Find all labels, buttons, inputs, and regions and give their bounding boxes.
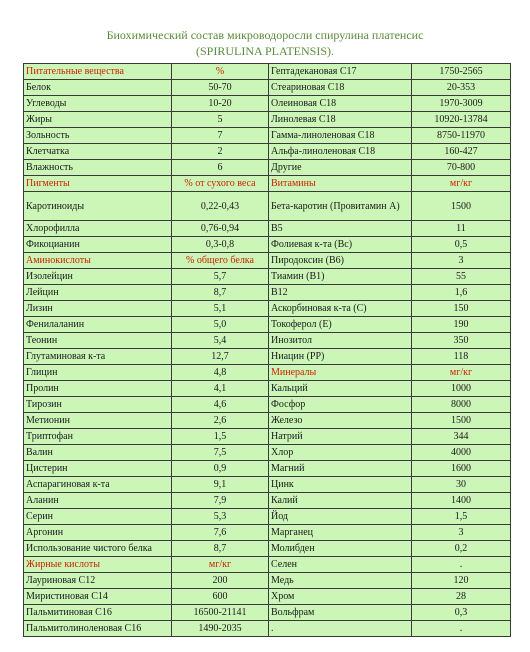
table-cell: Йод <box>269 509 412 525</box>
table-cell: 5,0 <box>172 317 269 333</box>
table-cell: 8750-11970 <box>412 128 511 144</box>
table-row <box>24 237 511 253</box>
table-cell: 7,6 <box>172 525 269 541</box>
table-cell: Тиамин (В1) <box>269 269 412 285</box>
table-row <box>24 333 511 349</box>
table-cell: Цинк <box>269 477 412 493</box>
table-cell: Фикоцианин <box>24 237 172 253</box>
table-row <box>24 413 511 429</box>
table-cell: 12,7 <box>172 349 269 365</box>
table-row <box>24 128 511 144</box>
table-row <box>24 397 511 413</box>
table-cell: 200 <box>172 573 269 589</box>
section-header-cell: Минералы <box>269 365 412 381</box>
table-row <box>24 80 511 96</box>
section-header-cell: % общего белка <box>172 253 269 269</box>
table-cell: Теонин <box>24 333 172 349</box>
table-cell: 0,76-0,94 <box>172 221 269 237</box>
table-cell: 5,7 <box>172 269 269 285</box>
table-cell: 28 <box>412 589 511 605</box>
table-cell: 2,6 <box>172 413 269 429</box>
table-row <box>24 445 511 461</box>
table-row <box>24 509 511 525</box>
table-cell: Линолевая С18 <box>269 112 412 128</box>
table-cell: 1600 <box>412 461 511 477</box>
table-cell: Миристиновая С14 <box>24 589 172 605</box>
table-cell: В5 <box>269 221 412 237</box>
table-cell: 0,5 <box>412 237 511 253</box>
table-cell: Пиродоксин (В6) <box>269 253 412 269</box>
table-cell: 4,6 <box>172 397 269 413</box>
table-cell: 5,4 <box>172 333 269 349</box>
table-cell: 160-427 <box>412 144 511 160</box>
section-header-cell: % <box>172 64 269 80</box>
table-cell: Каротиноиды <box>24 192 172 221</box>
table-row <box>24 573 511 589</box>
table-cell: 8000 <box>412 397 511 413</box>
table-cell: 1,6 <box>412 285 511 301</box>
table-cell: 0,22-0,43 <box>172 192 269 221</box>
table-row <box>24 301 511 317</box>
page-title: Биохимический состав микроводоросли спирулина платенсис <box>106 28 424 42</box>
table-cell: 1000 <box>412 381 511 397</box>
section-header-cell: мг/кг <box>172 557 269 573</box>
table-cell: Триптофан <box>24 429 172 445</box>
table-cell: Валин <box>24 445 172 461</box>
table-cell: Калий <box>269 493 412 509</box>
table-row <box>24 605 511 621</box>
section-header-cell: Жирные кислоты <box>24 557 172 573</box>
table-row <box>24 192 511 221</box>
page-subtitle: (SPIRULINA PLATENSIS). <box>195 44 334 58</box>
table-cell: . <box>412 621 511 637</box>
table-cell: 5 <box>172 112 269 128</box>
table-row <box>24 381 511 397</box>
table-cell: Селен <box>269 557 412 573</box>
table-cell: Кальций <box>269 381 412 397</box>
table-cell: 5,3 <box>172 509 269 525</box>
table-cell: 0,3-0,8 <box>172 237 269 253</box>
table-cell: Углеводы <box>24 96 172 112</box>
table-cell: Токоферол (Е) <box>269 317 412 333</box>
table-cell: 9,1 <box>172 477 269 493</box>
table-cell: 190 <box>412 317 511 333</box>
table-cell: Альфа-линоленовая С18 <box>269 144 412 160</box>
table-cell: 4000 <box>412 445 511 461</box>
table-cell: Хром <box>269 589 412 605</box>
table-cell: 0,9 <box>172 461 269 477</box>
table-row <box>24 349 511 365</box>
table-cell: 6 <box>172 160 269 176</box>
table-cell: Магний <box>269 461 412 477</box>
table-row <box>24 541 511 557</box>
table-cell: Другие <box>269 160 412 176</box>
table-cell: Зольность <box>24 128 172 144</box>
table-cell: 10920-13784 <box>412 112 511 128</box>
table-cell: Использование чистого белка <box>24 541 172 557</box>
table-cell: В12 <box>269 285 412 301</box>
table-cell: Аргонин <box>24 525 172 541</box>
table-cell: Лауриновая С12 <box>24 573 172 589</box>
table-cell: Глицин <box>24 365 172 381</box>
composition-table-body <box>24 64 511 637</box>
table-cell: Олеиновая С18 <box>269 96 412 112</box>
table-cell: Цистерин <box>24 461 172 477</box>
table-cell: Хлор <box>269 445 412 461</box>
table-cell: Жиры <box>24 112 172 128</box>
table-row <box>24 285 511 301</box>
table-cell: Бета-каротин (Провитамин А) <box>269 192 412 221</box>
table-cell: 20-353 <box>412 80 511 96</box>
table-cell: Молибден <box>269 541 412 557</box>
table-cell: Аспарагиновая к-та <box>24 477 172 493</box>
table-cell: Фосфор <box>269 397 412 413</box>
table-cell: 600 <box>172 589 269 605</box>
table-cell: 10-20 <box>172 96 269 112</box>
table-cell: Ниацин (РР) <box>269 349 412 365</box>
table-cell: 0,3 <box>412 605 511 621</box>
table-cell: Железо <box>269 413 412 429</box>
table-row <box>24 461 511 477</box>
table-cell: Клетчатка <box>24 144 172 160</box>
table-cell: 7,9 <box>172 493 269 509</box>
table-cell: Пролин <box>24 381 172 397</box>
table-cell: 7,5 <box>172 445 269 461</box>
table-cell: Изолейцин <box>24 269 172 285</box>
table-cell: 2 <box>172 144 269 160</box>
table-row <box>24 253 511 269</box>
section-header-cell: мг/кг <box>412 365 511 381</box>
table-row <box>24 144 511 160</box>
section-header-cell: Витамины <box>269 176 412 192</box>
table-row <box>24 365 511 381</box>
table-cell: Натрий <box>269 429 412 445</box>
table-cell: Гептадекановая С17 <box>269 64 412 80</box>
table-cell: Лизин <box>24 301 172 317</box>
table-cell: Аскорбиновая к-та (С) <box>269 301 412 317</box>
table-cell: 1490-2035 <box>172 621 269 637</box>
section-header-cell: мг/кг <box>412 176 511 192</box>
table-row <box>24 64 511 80</box>
table-cell: 11 <box>412 221 511 237</box>
table-cell: 0,2 <box>412 541 511 557</box>
table-cell: 1750-2565 <box>412 64 511 80</box>
table-cell: 1400 <box>412 493 511 509</box>
section-header-cell: Питательные вещества <box>24 64 172 80</box>
table-cell: Метионин <box>24 413 172 429</box>
table-cell: 8,7 <box>172 285 269 301</box>
table-row <box>24 317 511 333</box>
table-cell: Медь <box>269 573 412 589</box>
table-cell: 1500 <box>412 192 511 221</box>
table-cell: 8,7 <box>172 541 269 557</box>
table-cell: . <box>412 557 511 573</box>
table-cell: 1970-3009 <box>412 96 511 112</box>
table-cell: 7 <box>172 128 269 144</box>
table-cell: Лейцин <box>24 285 172 301</box>
table-row <box>24 525 511 541</box>
table-cell: 118 <box>412 349 511 365</box>
table-cell: 120 <box>412 573 511 589</box>
table-cell: Белок <box>24 80 172 96</box>
table-cell: Стеариновая С18 <box>269 80 412 96</box>
table-row <box>24 477 511 493</box>
table-cell: 344 <box>412 429 511 445</box>
table-cell: 5,1 <box>172 301 269 317</box>
table-cell: Тирозин <box>24 397 172 413</box>
table-cell: Глутаминовая к-та <box>24 349 172 365</box>
table-row <box>24 621 511 637</box>
table-row <box>24 112 511 128</box>
table-cell: Инозитол <box>269 333 412 349</box>
table-cell: 1,5 <box>412 509 511 525</box>
table-row <box>24 589 511 605</box>
table-cell: Пальмитиновая С16 <box>24 605 172 621</box>
table-cell: 4,8 <box>172 365 269 381</box>
table-cell: Фолиевая к-та (Вс) <box>269 237 412 253</box>
table-cell: 3 <box>412 253 511 269</box>
section-header-cell: Пигменты <box>24 176 172 192</box>
table-row <box>24 269 511 285</box>
table-cell: . <box>269 621 412 637</box>
table-row <box>24 96 511 112</box>
table-cell: Влажность <box>24 160 172 176</box>
section-header-cell: Аминокислоты <box>24 253 172 269</box>
table-cell: Фенилаланин <box>24 317 172 333</box>
table-row <box>24 557 511 573</box>
table-row <box>24 221 511 237</box>
table-cell: 4,1 <box>172 381 269 397</box>
table-cell: 150 <box>412 301 511 317</box>
table-cell: 3 <box>412 525 511 541</box>
table-cell: Пальмитолиноленовая С16 <box>24 621 172 637</box>
table-cell: 1500 <box>412 413 511 429</box>
table-cell: Серин <box>24 509 172 525</box>
table-cell: 1,5 <box>172 429 269 445</box>
table-cell: 16500-21141 <box>172 605 269 621</box>
table-row <box>24 493 511 509</box>
table-cell: 70-800 <box>412 160 511 176</box>
table-cell: 350 <box>412 333 511 349</box>
table-cell: 30 <box>412 477 511 493</box>
table-cell: 55 <box>412 269 511 285</box>
table-cell: 50-70 <box>172 80 269 96</box>
composition-table <box>23 63 511 637</box>
table-cell: Аланин <box>24 493 172 509</box>
table-row <box>24 176 511 192</box>
section-header-cell: % от сухого веса <box>172 176 269 192</box>
table-cell: Хлорофилла <box>24 221 172 237</box>
table-row <box>24 429 511 445</box>
table-row <box>24 160 511 176</box>
table-cell: Марганец <box>269 525 412 541</box>
table-cell: Гамма-линоленовая С18 <box>269 128 412 144</box>
table-cell: Вольфрам <box>269 605 412 621</box>
